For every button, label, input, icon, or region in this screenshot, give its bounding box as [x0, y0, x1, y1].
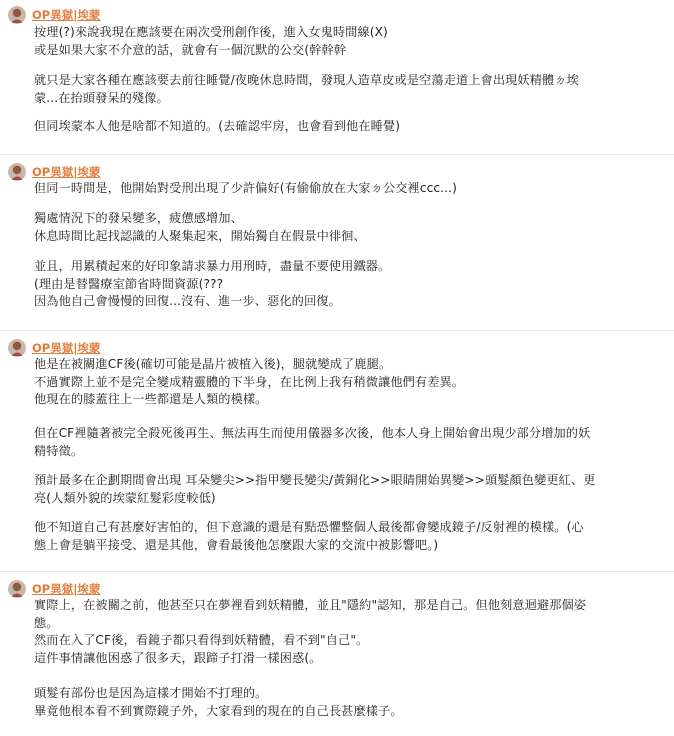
author-link[interactable]: OP異獄|埃蒙: [32, 341, 101, 355]
text-line: 他是在被關進CF後(確切可能是晶片被植入後)，腿就變成了鹿腿。: [34, 357, 392, 371]
text-line: 蒙...在抬頭發呆的殘像。: [34, 90, 169, 105]
text-line: 他不知道自己有甚麼好害怕的，但下意識的還是有點恐懼整個人最後都會變成鏡子/反射裡的模樣。(心: [34, 520, 584, 534]
post-paragraph: [34, 210, 664, 245]
author-link[interactable]: OP異獄|埃蒙: [32, 8, 101, 22]
text-line: 但在CF裡隨著被完全殺死後再生、無法再生而使用儀器多次後，他本人身上開始會出現少部分增加的妖: [34, 426, 591, 440]
text-line: 預計最多在企劃期間會出現 耳朵變尖>>指甲變長變尖/黃銅化>>眼睛開始異變>>頭髮顏色變更紅、更: [34, 473, 596, 487]
text-line: 實際上，在被關之前，他甚至只在夢裡看到妖精體，並且"隱約"認知，那是自己。但他刻意迴避那個姿: [34, 598, 587, 612]
text-line: 然而在入了CF後，看鏡子都只看得到妖精體，看不到"自己"。: [34, 633, 369, 647]
post-paragraph: [34, 24, 664, 59]
post: [0, 339, 674, 552]
post: [0, 163, 674, 308]
post-paragraph: [34, 258, 664, 311]
user-avatar-icon[interactable]: [8, 163, 26, 181]
user-avatar-icon[interactable]: [8, 6, 26, 24]
text-line: 他現在的膝蓋往上一些都還是人類的模樣。: [34, 392, 268, 406]
text-line: 精特徵。: [34, 443, 84, 458]
post-divider: [0, 330, 674, 331]
text-line: (理由是替醫療室節省時間資源(???: [34, 276, 224, 291]
post-paragraph: [34, 597, 664, 667]
post: [0, 580, 674, 718]
post-divider: [0, 571, 674, 572]
text-line: 頭髮有部份也是因為這樣才開始不打理的。: [34, 686, 268, 700]
text-line: 亮(人類外貌的埃蒙紅髮彩度較低): [34, 490, 216, 505]
text-line: 休息時間比起找認識的人聚集起來，開始獨自在假景中徘徊、: [34, 228, 366, 243]
post-paragraph: [34, 685, 664, 720]
text-line: 不過實際上並不是完全變成精靈體的下半身，在比例上我有稍微讓他們有差異。: [34, 374, 465, 389]
text-line: 或是如果大家不介意的話，就會有一個沉默的公交(幹幹幹: [34, 42, 347, 57]
post-paragraph: [34, 356, 664, 409]
author-link[interactable]: OP異獄|埃蒙: [32, 582, 101, 596]
post-paragraph: [34, 472, 664, 507]
text-line: 畢竟他根本看不到實際鏡子外，大家看到的現在的自己長甚麼樣子。: [34, 703, 403, 718]
text-line: 態上會是躺平接受、還是其他，會看最後他怎麼跟大家的交流中被影響吧。): [34, 537, 439, 552]
post-paragraph: [34, 118, 664, 136]
post-paragraph: [34, 519, 664, 554]
post-paragraph: [34, 425, 664, 460]
text-line: 按理(?)來說我現在應該要在兩次受刑創作後，進入女鬼時間線(X): [34, 25, 388, 39]
user-avatar-icon[interactable]: [8, 580, 26, 598]
post-paragraph: [34, 72, 664, 107]
post: [0, 6, 674, 133]
post-divider: [0, 154, 674, 155]
user-avatar-icon[interactable]: [8, 339, 26, 357]
text-line: 但同一時間是，他開始對受刑出現了少許偏好(有偷偷放在大家ㄉ公交裡ccc...): [34, 181, 457, 195]
text-line: 就只是大家各種在應該要去前往睡覺/夜晚休息時間，發現人造草皮或是空蕩走道上會出現妖精體ㄉ埃: [34, 73, 579, 87]
post-paragraph: [34, 180, 664, 198]
text-line: 但同埃蒙本人他是啥都不知道的。(去確認牢房，也會看到他在睡覺): [34, 119, 401, 133]
text-line: 這件事情讓他困惑了很多天，跟蹄子打滑一樣困惑(。: [34, 650, 322, 665]
text-line: 因為他自己會慢慢的回復...沒有、進一步、惡化的回復。: [34, 294, 341, 308]
text-line: 並且，用累積起來的好印象請求暴力用刑時，盡量不要使用鐵器。: [34, 259, 391, 273]
text-line: 獨處情況下的發呆變多，疲憊感增加、: [34, 211, 243, 225]
text-line: 態。: [34, 615, 59, 630]
author-link[interactable]: OP異獄|埃蒙: [32, 165, 101, 179]
